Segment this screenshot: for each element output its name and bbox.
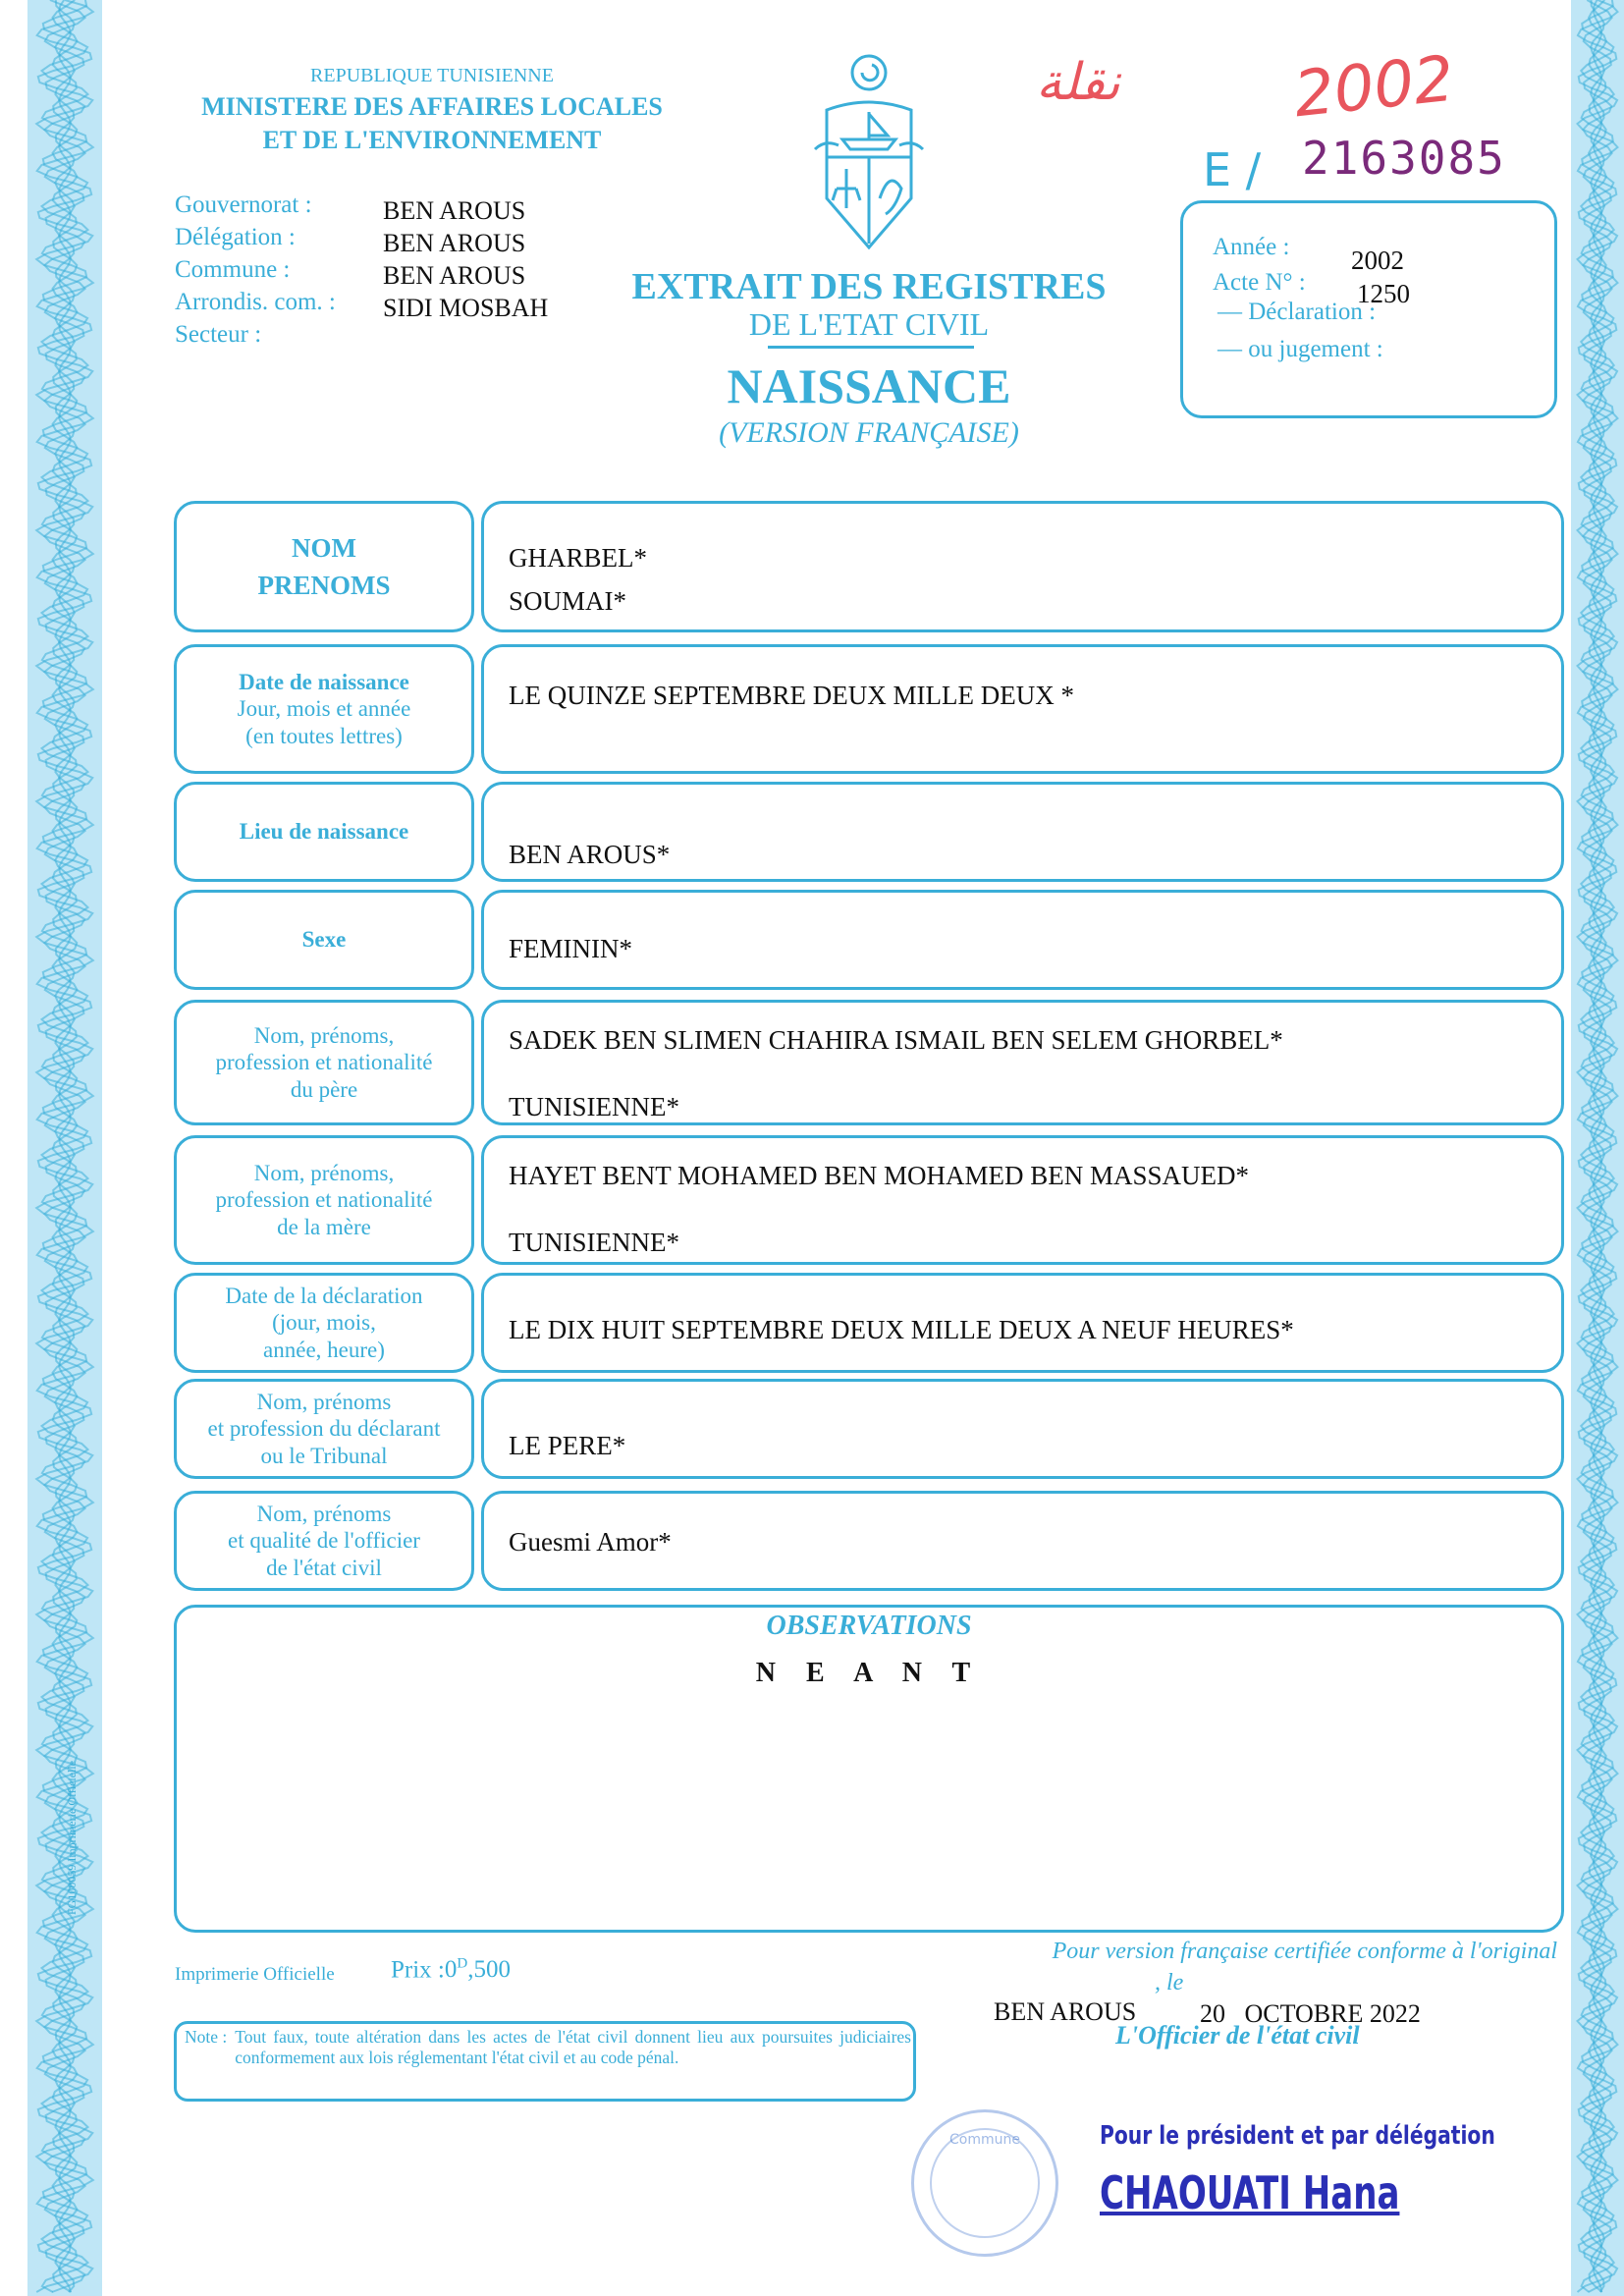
row-label-text: Nom, prénoms et profession du déclarant ou le Tribunal [207, 1389, 441, 1468]
jugement-label: — ou jugement : [1218, 336, 1383, 362]
row-value: GHARBEL* SOUMAI* [509, 543, 647, 616]
delegation-stamp-name: CHAOUATI Hana [1100, 2166, 1400, 2219]
row-label-cell [174, 501, 474, 632]
price-label: Prix : [391, 1956, 445, 1984]
row-value: LE DIX HUIT SEPTEMBRE DEUX MILLE DEUX A NEUF HEURES* [509, 1315, 1294, 1344]
row-label-cell [174, 1000, 474, 1125]
row-value-cell [481, 890, 1564, 990]
row-value: HAYET BENT MOHAMED BEN MOHAMED BEN MASSAUED* TUNISIENNE* [509, 1161, 1250, 1257]
guilloche-border-right [1571, 0, 1624, 2296]
row-label [216, 1022, 433, 1104]
issue-date: 20 OCTOBRE 2022 [1200, 1999, 1421, 2028]
row-label-text: Nom, prénoms, profession et nationalité de la mère [215, 1160, 433, 1239]
row-label [258, 529, 391, 604]
row-value: FEMININ* [509, 934, 632, 963]
round-stamp-text: Commune [949, 2132, 1020, 2148]
row-label [216, 1160, 433, 1241]
row-label [208, 1389, 441, 1470]
document-type-title: NAISSANCE [727, 358, 1011, 413]
observations-box [174, 1605, 1564, 1933]
legal-note [185, 2027, 911, 2068]
observations-value: N E A N T [755, 1658, 983, 1688]
republic-title: REPUBLIQUE TUNISIENNE [310, 65, 554, 86]
extract-title: EXTRAIT DES REGISTRES [631, 266, 1107, 307]
date-le: , le [1155, 1970, 1184, 1995]
gouvernorat-value: BEN AROUS [383, 196, 526, 225]
location-block [175, 189, 336, 351]
gouvernorat-label: Gouvernorat : [175, 191, 312, 218]
row-label-bold: Sexe [301, 927, 347, 953]
row-label-cell [174, 1135, 474, 1265]
commune-value: BEN AROUS [383, 261, 526, 290]
delegation-label: Délégation : [175, 224, 296, 250]
row-label-bold: Lieu de naissance [239, 819, 409, 845]
note-text: Tout faux, toute altération dans les actes de l'état civil donnent lieu aux poursuites judiciaires conformement aux lois réglementant l'état civil et au code pénal. [235, 2027, 911, 2067]
location-values [383, 194, 548, 324]
issue-place: BEN AROUS [994, 1997, 1137, 2026]
row-label-bold: Date de naissance [239, 669, 409, 694]
officer-title: L'Officier de l'état civil [1115, 2021, 1360, 2050]
handwritten-year: 2002 [1290, 42, 1458, 133]
delegation-stamp-line1: Pour le président et par délégation [1100, 2121, 1495, 2151]
row-label-text: Nom, prénoms, profession et nationalité du père [215, 1022, 433, 1102]
price-line [391, 1956, 511, 1984]
row-value: LE QUINZE SEPTEMBRE DEUX MILLE DEUX * [509, 681, 1074, 710]
annee-label: Année : [1213, 234, 1290, 260]
version-label: (VERSION FRANÇAISE) [719, 416, 1019, 449]
title-divider [768, 346, 974, 349]
row-label [238, 669, 411, 750]
handwritten-arabic: نقلة [1036, 53, 1120, 112]
secteur-label: Secteur : [175, 321, 262, 348]
declaration-label: — Déclaration : [1218, 299, 1377, 325]
round-commune-stamp [911, 2109, 1058, 2257]
row-value: BEN AROUS* [509, 840, 671, 869]
annee-value: 2002 [1351, 246, 1404, 275]
arrondis-value: SIDI MOSBAH [383, 294, 549, 322]
row-value: Guesmi Amor* [509, 1527, 672, 1557]
row-label-cell [174, 782, 474, 882]
ministry-line1: MINISTERE DES AFFAIRES LOCALES [201, 92, 663, 121]
row-label [228, 1501, 420, 1582]
row-value: SADEK BEN SLIMEN CHAHIRA ISMAIL BEN SELEM GHORBEL* TUNISIENNE* [509, 1025, 1283, 1121]
commune-label: Commune : [175, 256, 291, 283]
row-label-text: Jour, mois et année (en toutes lettres) [237, 696, 411, 748]
row-value: LE PERE* [509, 1431, 626, 1460]
row-label-cell [174, 1273, 474, 1373]
row-label-text: Nom, prénoms et qualité de l'officier de l'état civil [228, 1501, 420, 1580]
serial-number: 2163085 [1302, 132, 1506, 185]
row-label [225, 1283, 422, 1364]
imprimerie-label: Imprimerie Officielle [175, 1964, 335, 1985]
coat-of-arms-emblem [807, 51, 931, 249]
extract-subtitle: DE L'ETAT CIVIL [748, 306, 990, 342]
row-label [302, 926, 347, 954]
note-label: Note : [185, 2027, 228, 2047]
serial-prefix: E / [1203, 143, 1262, 196]
guilloche-border-left [27, 0, 102, 2296]
row-label-text: Date de la déclaration (jour, mois, année, heure) [225, 1283, 423, 1362]
row-label-cell [174, 890, 474, 990]
arrondis-label: Arrondis. com. : [175, 289, 336, 315]
row-label-cell [174, 644, 474, 774]
side-print-reference: FG100059 Imprimerie Officielle [65, 1760, 79, 1915]
delegation-value: BEN AROUS [383, 229, 526, 257]
observations-title: OBSERVATIONS [766, 1611, 972, 1641]
row-label-cell [174, 1379, 474, 1479]
acte-label: Acte N° : [1213, 269, 1306, 296]
row-label-bold: NOM PRENOMS [257, 533, 391, 600]
certified-statement: Pour version française certifiée conforme à l'original [1052, 1939, 1557, 1964]
price-value: $0^D,500$ [444, 1956, 511, 1984]
ministry-line2: ET DE L'ENVIRONNEMENT [262, 126, 602, 154]
row-label [240, 818, 409, 846]
acte-value: 1250 [1357, 279, 1410, 308]
row-value-cell [481, 1379, 1564, 1479]
row-label-cell [174, 1491, 474, 1591]
